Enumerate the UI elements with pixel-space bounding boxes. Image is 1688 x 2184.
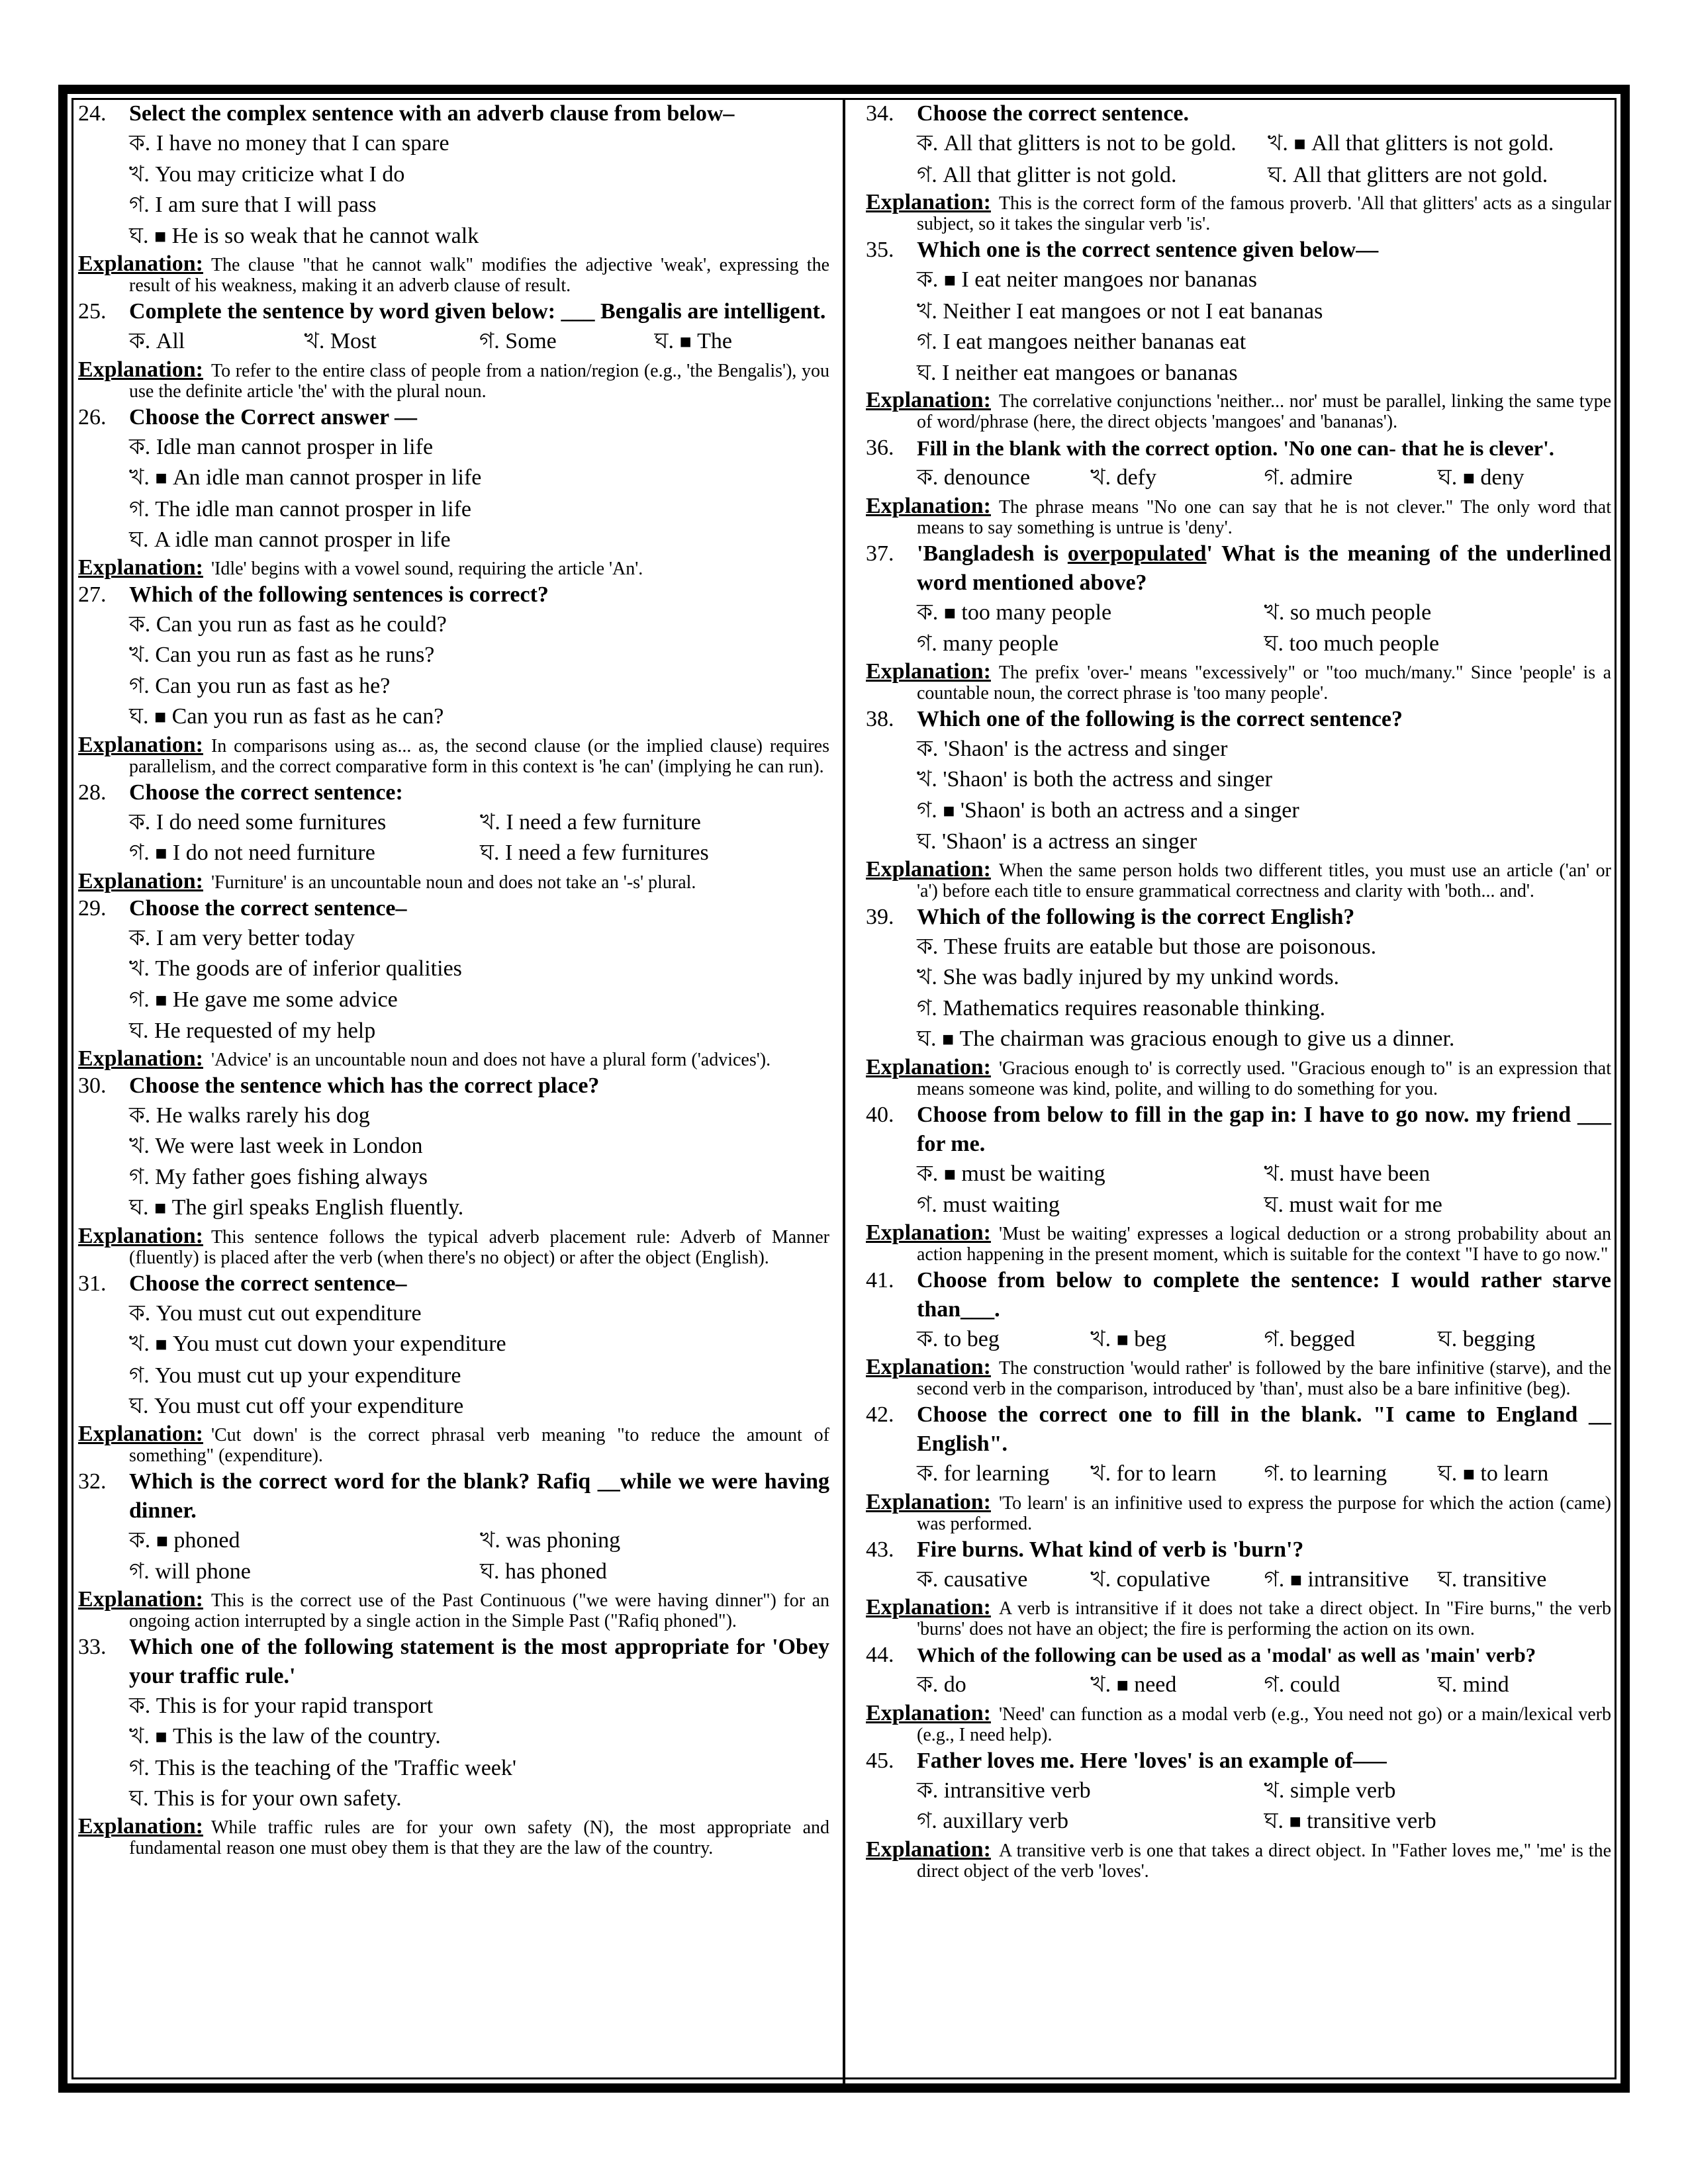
option-kha[interactable]: খ. Most [304,329,377,353]
correct-mark-icon: ■ [155,842,167,864]
option-kha[interactable]: খ. so much people [1264,600,1432,625]
option-ka[interactable]: ক. 'Shaon' is the actress and singer [917,736,1228,761]
option-ka[interactable]: ক. He walks rarely his dog [129,1103,370,1128]
option-ga[interactable]: গ. to learning [1264,1461,1387,1486]
option-kha[interactable]: খ. Neither I eat mangoes or not I eat bananas [917,298,1323,324]
option-kha-correct[interactable]: খ. ■ An idle man cannot prosper in life [129,465,482,490]
explanation-42: Explanation: 'To learn' is an infinitive used to express the purpose for which the action (came) was performed. [866,1489,1611,1534]
option-ka-correct[interactable]: ক. ■ must be waiting [917,1161,1105,1186]
correct-mark-icon: ■ [1116,1674,1129,1696]
option-ga[interactable]: গ. auxillary verb [917,1809,1069,1833]
options-32 [78,1525,829,1588]
correct-mark-icon: ■ [154,706,167,728]
option-gha[interactable]: ঘ. A idle man cannot prosper in life [129,527,451,552]
correct-mark-icon: ■ [1462,467,1475,489]
left-column [78,99,829,1860]
correct-mark-icon: ■ [943,602,956,624]
question-40: 40. Choose from below to fill in the gap in: I have to go now. my friend ___ for me. [866,1102,1611,1156]
question-29: 29. Choose the correct sentence– [78,895,407,921]
option-gha[interactable]: ঘ. too much people [1264,631,1440,656]
option-gha[interactable]: ঘ. 'Shaon' is a actress an singer [917,829,1197,854]
option-gha[interactable]: ঘ. mind [1437,1672,1509,1697]
correct-mark-icon: ■ [1462,1463,1475,1485]
option-kha[interactable]: খ. We were last week in London [129,1134,423,1158]
options-43 [866,1565,1611,1596]
correct-mark-icon: ■ [155,1726,167,1748]
option-gha[interactable]: ঘ. transitive [1437,1567,1547,1592]
option-gha-correct[interactable]: ঘ. ■ transitive verb [1264,1809,1436,1833]
option-kha[interactable]: খ. 'Shaon' is both the actress and singer [917,767,1272,792]
option-ga[interactable]: গ. many people [917,631,1058,656]
explanation-35: Explanation: The correlative conjunctions 'neither... nor' must be parallel, linking the same type of word/phrase (here, the direct objects 'mangoes' and 'bananas'). [866,388,1611,432]
option-ga-correct[interactable]: গ. ■ 'Shaon' is both an actress and a singer [917,797,1299,823]
correct-mark-icon: ■ [155,467,167,489]
options-45 [866,1776,1611,1838]
question-26: 26. Choose the Correct answer — [78,404,417,430]
option-kha[interactable]: খ. copulative [1090,1567,1211,1592]
option-ka-correct[interactable]: ক. ■ I eat neiter mangoes nor bananas [917,267,1257,292]
column-divider [843,99,845,2083]
option-gha[interactable]: ঘ. I neither eat mangoes or bananas [917,360,1238,385]
question-42: 42. Choose the correct one to fill in the blank. "I came to England __ English". [866,1402,1611,1456]
option-ka[interactable]: ক. I have no money that I can spare [129,131,449,156]
option-kha[interactable]: খ. The goods are of inferior qualities [129,956,462,981]
explanation-26: Explanation: 'Idle' begins with a vowel sound, requiring the article 'An'. [78,555,643,580]
question-44: 44. Which of the following can be used as a 'modal' as well as 'main' verb? [866,1643,1536,1667]
question-33: 33. Which one of the following statement is the most appropriate for 'Obey your traffic rule.' [78,1634,829,1688]
explanation-27: Explanation: In comparisons using as... as, the second clause (or the implied clause) requires parallelism, and the correct comparative form in this context is 'he can' (implying he can run). [78,732,829,777]
right-column [866,99,1611,1883]
question-30: 30. Choose the sentence which has the correct place? [78,1073,600,1098]
question-35: 35. Which one is the correct sentence given below— [866,238,1379,262]
option-kha[interactable]: খ. defy [1090,465,1156,490]
option-ka[interactable]: ক. intransitive verb [917,1778,1091,1803]
option-ga[interactable]: গ. You must cut up your expenditure [129,1363,461,1388]
option-ka[interactable]: ক. Can you run as fast as he could? [129,612,447,637]
question-34: 34. Choose the correct sentence. [866,101,1190,126]
explanation-28: Explanation: 'Furniture' is an uncountable noun and does not take an '-s' plural. [78,868,696,893]
option-ga[interactable]: গ. could [1264,1672,1340,1697]
explanation-38: Explanation: When the same person holds two different titles, you must use an article ('an' or 'a') before each title to ensure grammatical correctness and clarity with 'both... and'. [866,856,1611,901]
question-31: 31. Choose the correct sentence– [78,1271,407,1296]
explanation-44: Explanation: 'Need' can function as a modal verb (e.g., You need not go) or a main/lexical verb (e.g., I need help). [866,1700,1611,1745]
option-ga[interactable]: গ. This is the teaching of the 'Traffic week' [129,1755,517,1780]
option-ga[interactable]: গ. Can you run as fast as he? [129,673,391,698]
question-45: 45. Father loves me. Here 'loves' is an example of–— [866,1748,1387,1773]
question-32: 32. Which is the correct word for the blank? Rafiq __while we were having dinner. [78,1469,829,1523]
option-gha[interactable]: ঘ. I need a few furnitures [480,841,709,865]
option-gha[interactable]: ঘ. This is for your own safety. [129,1786,402,1811]
correct-mark-icon: ■ [1289,1569,1302,1591]
option-ka[interactable]: ক. to beg [917,1326,1000,1351]
options-34 [866,128,1611,191]
option-ga[interactable]: গ. Some [479,329,557,353]
question-43: 43. Fire burns. What kind of verb is 'burn'? [866,1537,1304,1562]
option-gha[interactable]: ঘ. You must cut off your expenditure [129,1394,464,1418]
option-ka[interactable]: ক. All [129,329,185,353]
correct-mark-icon: ■ [679,331,692,353]
question-38: 38. Which one of the following is the correct sentence? [866,706,1403,731]
options-37 [866,598,1611,660]
correct-mark-icon: ■ [942,1028,955,1050]
option-ka[interactable]: ক. All that glitters is not to be gold. [917,131,1237,156]
option-gha[interactable]: ঘ. All that glitters are not gold. [1268,162,1548,187]
options-36 [866,463,1611,494]
option-gha-correct[interactable]: ঘ. ■ The girl speaks English fluently. [129,1195,464,1220]
option-ga-correct[interactable]: গ. ■ I do not need furniture [129,841,375,865]
correct-mark-icon: ■ [154,225,167,248]
options-25 [78,326,829,358]
option-ga[interactable]: গ. Mathematics requires reasonable thinking. [917,995,1326,1021]
explanation-40: Explanation: 'Must be waiting' expresses a logical deduction or a strong probability about an action happening in the present moment, which is suitable for the context "I have to go now." [866,1220,1611,1265]
correct-mark-icon: ■ [1289,1811,1301,1833]
explanation-30: Explanation: This sentence follows the typical adverb placement rule: Adverb of Manner (fluently) is placed after the verb (when there's no object) or after the object (English). [78,1223,829,1268]
option-ga[interactable]: গ. will phone [129,1559,251,1584]
correct-mark-icon: ■ [943,1163,956,1185]
options-42 [866,1459,1611,1490]
option-ga[interactable]: গ. All that glitter is not gold. [917,162,1177,187]
options-44 [866,1670,1611,1702]
option-kha[interactable]: খ. I need a few furniture [480,809,701,835]
option-kha[interactable]: খ. simple verb [1264,1778,1396,1803]
option-kha-correct[interactable]: খ. ■ beg [1090,1326,1167,1351]
option-gha-correct[interactable]: ঘ. ■ deny [1437,465,1524,490]
question-41: 41. Choose from below to complete the sentence: I would rather starve than___. [866,1267,1611,1322]
underlined-word: overpopulated [1067,541,1207,566]
option-gha-correct[interactable]: ঘ. ■ He is so weak that he cannot walk [129,223,479,248]
correct-mark-icon: ■ [1116,1328,1129,1351]
option-kha-correct[interactable]: খ. ■ need [1090,1672,1177,1697]
option-ga[interactable]: গ. must waiting [917,1193,1060,1217]
explanation-45: Explanation: A transitive verb is one that takes a direct object. In "Father loves me," 'me' is the direct object of the verb 'loves'. [866,1837,1611,1882]
option-ga[interactable]: গ. The idle man cannot prosper in life [129,496,472,522]
option-ka-correct[interactable]: ক. ■ phoned [129,1527,240,1553]
option-kha[interactable]: খ. was phoning [480,1527,621,1553]
option-ga-correct[interactable]: গ. ■ He gave me some advice [129,987,398,1012]
option-gha[interactable]: ঘ. begging [1437,1326,1536,1351]
explanation-37: Explanation: The prefix 'over-' means "excessively" or "too much/many." Since 'people' is a countable noun, the correct phrase is 'too many people'. [866,659,1611,704]
option-ga[interactable]: গ. I eat mangoes neither bananas eat [917,330,1246,354]
option-kha[interactable]: খ. must have been [1264,1161,1430,1186]
correct-mark-icon: ■ [155,989,167,1011]
option-ga-correct[interactable]: গ. ■ intransitive [1264,1567,1409,1592]
option-ka[interactable]: ক. denounce [917,465,1031,490]
explanation-43: Explanation: A verb is intransitive if it does not take a direct object. In "Fire burns," the verb 'burns' does not have an object; the fire is performing the action on its own. [866,1595,1611,1639]
option-ka[interactable]: ক. causative [917,1567,1028,1592]
option-ga[interactable]: গ. begged [1264,1326,1355,1351]
explanation-39: Explanation: 'Gracious enough to' is correctly used. "Gracious enough to" is an expression that means someone was kind, polite, and willing to do something for you. [866,1054,1611,1099]
option-ka[interactable]: ক. This is for your rapid transport [129,1693,434,1718]
question-28: 28. Choose the correct sentence: [78,780,403,805]
option-kha[interactable]: খ. You may criticize what I do [129,161,405,187]
option-gha[interactable]: ঘ. has phoned [480,1559,607,1584]
option-ka[interactable]: ক. for learning [917,1461,1050,1486]
explanation-33: Explanation: While traffic rules are for your own safety (N), the most appropriate and fundamental reason one must obey them is that they are the law of the country. [78,1813,829,1858]
correct-mark-icon: ■ [155,1334,167,1355]
option-kha-correct[interactable]: খ. ■ You must cut down your expenditure [129,1332,506,1356]
option-ka[interactable]: ক. do [917,1672,966,1697]
question-27: 27. Which of the following sentences is correct? [78,582,549,607]
question-37: 37. 'Bangladesh is overpopulated' What is the meaning of the underlined word mentioned above? [866,541,1611,595]
option-gha-correct[interactable]: ঘ. ■ The chairman was gracious enough to give us a dinner. [917,1026,1455,1051]
explanation-29: Explanation: 'Advice' is an uncountable noun and does not have a plural form ('advices'). [78,1046,771,1071]
option-gha[interactable]: ঘ. He requested of my help [129,1019,376,1043]
option-gha[interactable]: ঘ. must wait for me [1264,1193,1442,1217]
option-ka[interactable]: ক. Idle man cannot prosper in life [129,434,434,459]
options-28 [78,807,829,870]
question-25: 25. Complete the sentence by word given below: ___ Bengalis are intelligent. [78,299,826,324]
explanation-41: Explanation: The construction 'would rather' is followed by the bare infinitive (starve), and the second verb in the comparison, introduced by 'than', must also be a bare infinitive (beg). [866,1355,1611,1399]
option-ga[interactable]: গ. My father goes fishing always [129,1164,428,1189]
explanation-36: Explanation: The phrase means "No one can say that he is not clever." The only word that means to say something is untrue is 'deny'. [866,493,1611,538]
explanation-34: Explanation: This is the correct form of the famous proverb. 'All that glitters' acts as a singular subject, so it takes the singular verb 'is'. [866,190,1611,234]
options-41 [866,1324,1611,1356]
option-kha[interactable]: খ. Can you run as fast as he runs? [129,643,435,667]
option-ka[interactable]: ক. I am very better today [129,925,355,950]
option-kha[interactable]: খ. She was badly injured by my unkind words. [917,965,1340,989]
question-39: 39. Which of the following is the correct English? [866,904,1355,929]
option-gha-correct[interactable]: ঘ. ■ to learn [1437,1461,1549,1486]
correct-mark-icon: ■ [156,1529,168,1552]
option-ga[interactable]: গ. I am sure that I will pass [129,193,377,217]
correct-mark-icon: ■ [154,1197,167,1219]
correct-mark-icon: ■ [943,799,955,822]
options-40 [866,1159,1611,1221]
option-kha[interactable]: খ. for to learn [1090,1461,1217,1486]
option-ka-correct[interactable]: ক. ■ too many people [917,600,1112,625]
correct-mark-icon: ■ [1293,133,1306,155]
option-kha-correct[interactable]: খ. ■ All that glitters is not gold. [1268,131,1554,156]
question-24: 24. Select the complex sentence with an adverb clause from below– [78,101,735,126]
correct-mark-icon: ■ [943,269,956,291]
option-ga[interactable]: গ. admire [1264,465,1353,490]
explanation-25: Explanation: To refer to the entire class of people from a nation/region (e.g., 'the Bengalis'), you use the definite article 'the' with the plural noun. [78,357,829,402]
option-ka[interactable]: ক. You must cut out expenditure [129,1300,422,1326]
option-gha-correct[interactable]: ঘ. ■ Can you run as fast as he can? [129,704,444,729]
question-36: 36. Fill in the blank with the correct option. 'No one can- that he is clever'. [866,435,1554,460]
explanation-24: Explanation: The clause "that he cannot walk" modifies the adjective 'weak', expressing the result of his weakness, making it an adverb clause of result. [78,251,829,296]
explanation-31: Explanation: 'Cut down' is the correct phrasal verb meaning "to reduce the amount of something" (expenditure). [78,1421,829,1466]
option-kha-correct[interactable]: খ. ■ This is the law of the country. [129,1724,441,1749]
option-ka[interactable]: ক. These fruits are eatable but those are poisonous. [917,934,1377,959]
option-gha-correct[interactable]: ঘ. ■ The [654,329,732,353]
explanation-32: Explanation: This is the correct use of the Past Continuous ("we were having dinner") for an ongoing action interrupted by a single action in the Simple Past ("Rafiq phoned"). [78,1586,829,1631]
option-ka[interactable]: ক. I do need some furnitures [129,809,387,835]
